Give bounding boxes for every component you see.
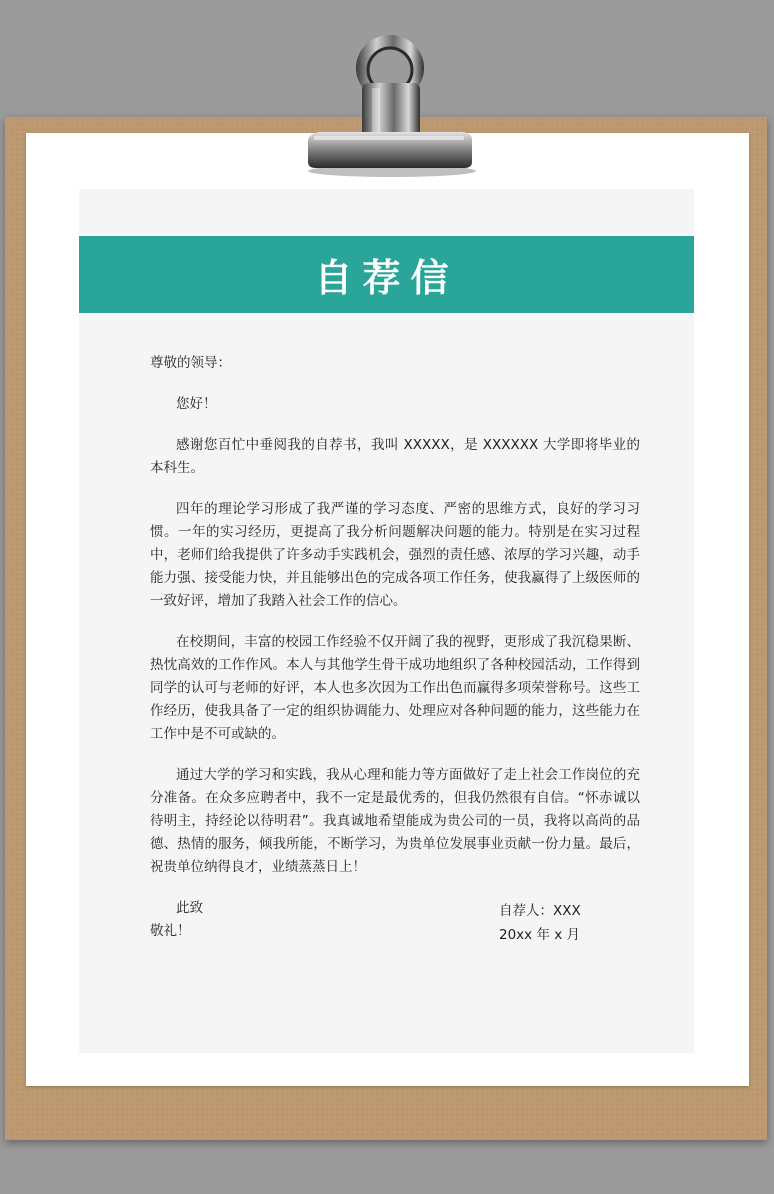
greeting: 您好！	[176, 396, 217, 412]
signature-block	[499, 899, 581, 947]
page-title: 自荐信	[314, 256, 459, 300]
paragraph-intro: 感谢您百忙中垂阅我的自荐书，我叫 XXXXX，是 XXXXXX 大学即将毕业的本科生。	[150, 437, 640, 476]
paragraph-campus: 在校期间，丰富的校园工作经验不仅开阔了我的视野，更形成了我沉稳果断、热忱高效的工作作风。本人与其他学生骨干成功地组织了各种校园活动，工作得到同学的认可与老师的好评，本人也多次因为工作出色而赢得多项荣誉称号。这些工作经历，使我具备了一定的组织协调能力、处理应对各种问题的能力，这些能力在工作中是不可或缺的。	[150, 634, 640, 742]
signer: 自荐人：XXX	[499, 903, 581, 919]
closing-line-2: 敬礼！	[150, 923, 191, 939]
binder-clip-icon	[300, 28, 480, 178]
paragraph-conclusion: 通过大学的学习和实践，我从心理和能力等方面做好了走上社会工作岗位的充分准备。在众多应聘者中，我不一定是最优秀的，但我仍然很有自信。“怀赤诚以待明主，持经论以待明君”。我真诚地希望能成为贵公司的一员，我将以高尚的品德、热情的服务，倾我所能，不断学习，为贵单位发展事业贡献一份力量。最后，祝贵单位纳得良才，业绩蒸蒸日上！	[150, 767, 640, 875]
letter-body	[150, 352, 640, 943]
date: 20xx 年 x 月	[499, 927, 581, 943]
paragraph-study: 四年的理论学习形成了我严谨的学习态度、严密的思维方式，良好的学习习惯。一年的实习经历，更提高了我分析问题解决问题的能力。特别是在实习过程中，老师们给我提供了许多动手实践机会，强烈的责任感、浓厚的学习兴趣，动手能力强、接受能力快，并且能够出色的完成各项工作任务，使我赢得了上级医师的一致好评，增加了我踏入社会工作的信心。	[150, 501, 640, 609]
closing-line-1: 此致	[176, 900, 203, 916]
title-banner	[79, 236, 694, 313]
salutation: 尊敬的领导：	[150, 355, 231, 371]
